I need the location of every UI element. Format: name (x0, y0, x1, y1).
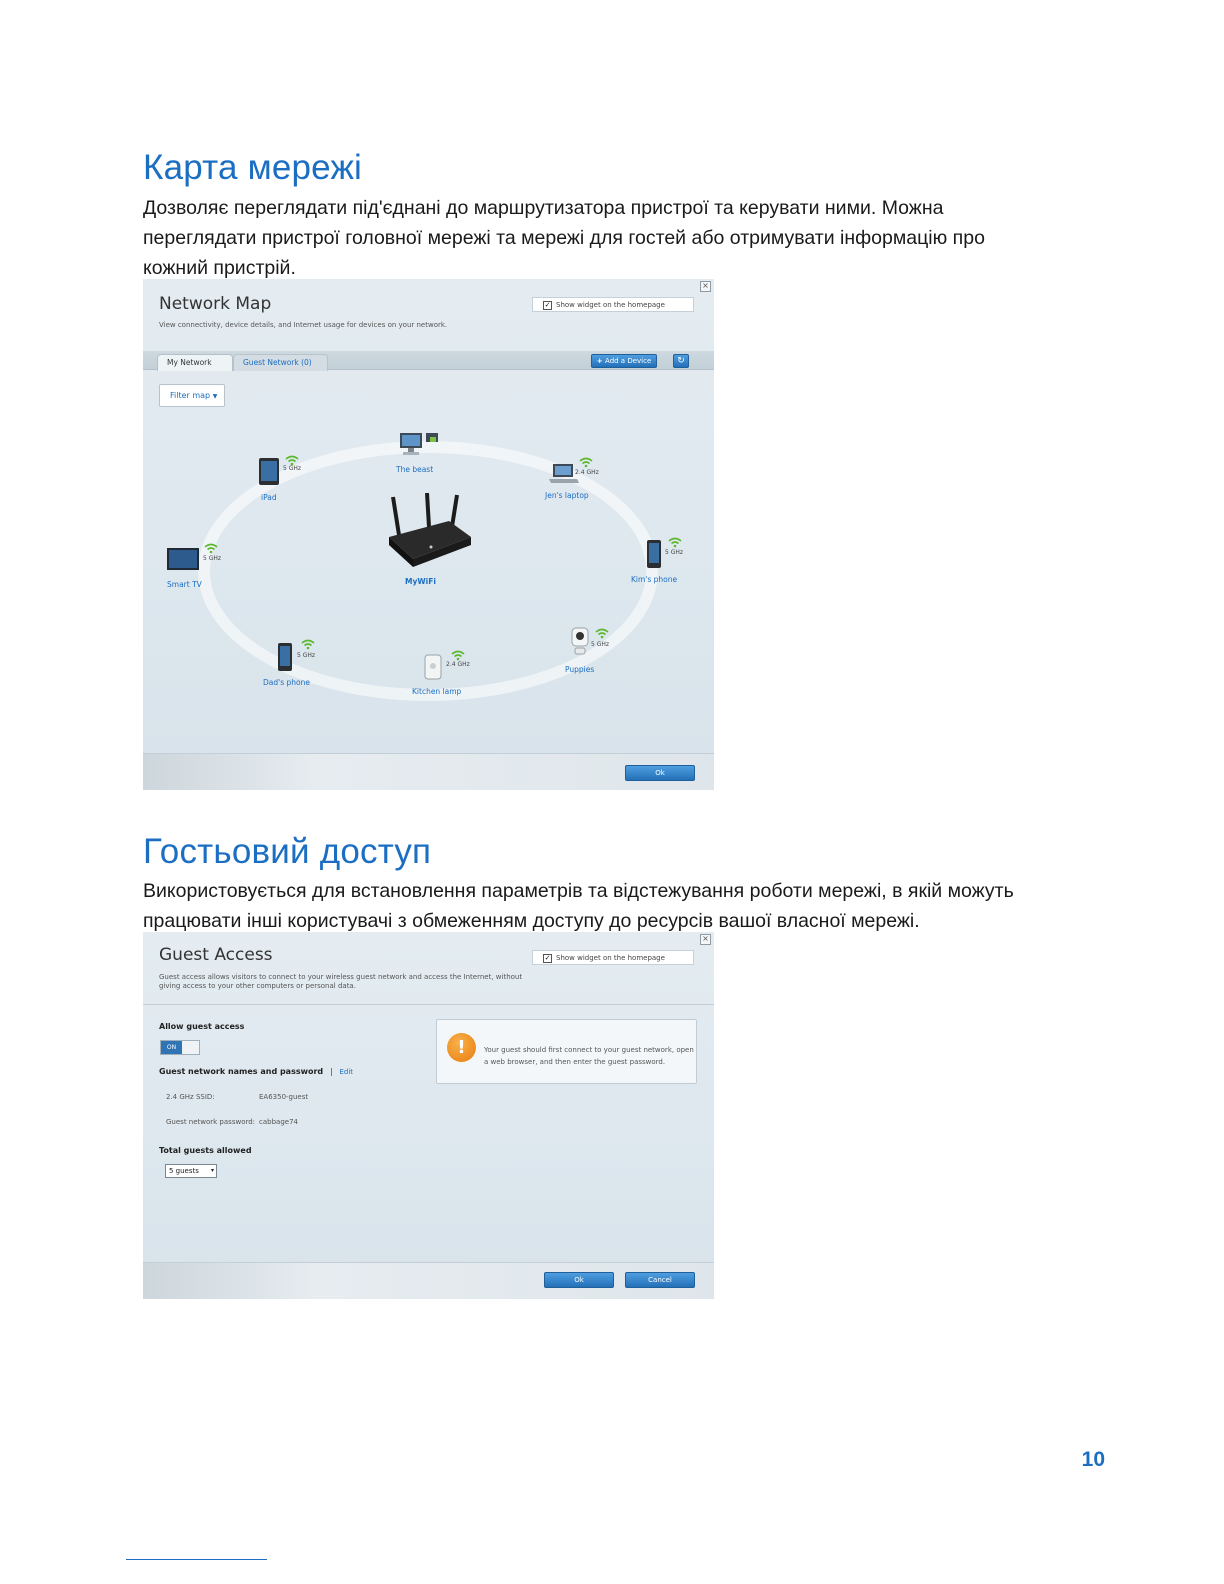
filter-label: Filter map (170, 391, 211, 400)
guest-access-toggle[interactable] (160, 1040, 200, 1055)
device-label-kims-phone[interactable]: Kim's phone (631, 575, 678, 584)
band-label: 5 GHz (665, 549, 684, 556)
description-line: Використовується для встановлення параметрів та відстежування роботи мережі, в якій можуть (143, 880, 1014, 902)
device-label-smart-tv[interactable]: Smart TV (167, 580, 202, 589)
widget-title: Guest Access (159, 945, 273, 965)
wifi-icon (451, 650, 465, 661)
section-description (143, 876, 1123, 936)
page-number: 10 (1081, 1448, 1105, 1471)
camera-icon[interactable] (569, 627, 591, 657)
subtitle-line: Guest access allows visitors to connect to your wireless guest network and access the Internet, without (159, 973, 523, 981)
guest-access-screenshot (143, 932, 714, 1299)
info-line: Your guest should first connect to your guest network, open (484, 1046, 694, 1054)
checkbox-label: Show widget on the homepage (556, 301, 665, 309)
section-description (143, 193, 1123, 283)
device-label-ipad[interactable]: iPad (261, 493, 277, 502)
band-label: 2.4 GHz (575, 469, 599, 476)
band-label: 5 GHz (297, 652, 316, 659)
device-label-puppies[interactable]: Puppies (565, 665, 595, 674)
subtitle-line: giving access to your other computers or personal data. (159, 982, 356, 990)
show-widget-checkbox[interactable] (532, 297, 694, 312)
checkbox-label: Show widget on the homepage (556, 954, 665, 962)
toggle-on-label: ON (161, 1041, 182, 1054)
ssid-label: 2.4 GHz SSID: (166, 1093, 215, 1101)
tv-icon[interactable] (166, 547, 200, 573)
ssid-value: EA6350-guest (259, 1093, 309, 1101)
wifi-icon (579, 457, 593, 468)
password-label: Guest network password: (166, 1118, 256, 1126)
total-guests-label: Total guests allowed (159, 1146, 252, 1155)
select-value: 5 guests (169, 1167, 199, 1175)
guest-network-names-label (159, 1067, 353, 1076)
phone-icon[interactable] (277, 642, 293, 672)
tab-my-network[interactable]: My Network (157, 354, 233, 371)
device-label-dads-phone[interactable]: Dad's phone (263, 678, 310, 687)
phone-icon[interactable] (646, 539, 662, 569)
widget-subtitle (159, 973, 522, 991)
band-label: 5 GHz (283, 465, 302, 472)
checkmark-icon: ✓ (544, 300, 551, 309)
router-icon[interactable] (385, 493, 473, 573)
band-label: 5 GHz (591, 641, 610, 648)
caret-down-icon: ▼ (212, 393, 218, 400)
widget-subtitle: View connectivity, device details, and Internet usage for devices on your network. (159, 321, 448, 329)
wifi-icon (668, 537, 682, 548)
close-icon[interactable]: × (700, 281, 711, 292)
device-label-jens-laptop[interactable]: Jen's laptop (545, 491, 589, 500)
wifi-icon (301, 639, 315, 650)
band-label: 5 GHz (203, 555, 222, 562)
description-line: працювати інші користувачі з обмеженням доступу до ресурсів вашої власної мережі. (143, 910, 920, 932)
router-name[interactable]: MyWiFi (405, 577, 436, 586)
divider (143, 1004, 714, 1005)
network-map-canvas (143, 371, 714, 741)
network-map-screenshot (143, 279, 714, 790)
caret-down-icon: ▾ (210, 1167, 214, 1174)
edit-link[interactable]: Edit (339, 1068, 354, 1076)
add-device-button[interactable] (591, 354, 657, 368)
info-box (436, 1019, 697, 1084)
wifi-icon (595, 628, 609, 639)
names-label-text: Guest network names and password (159, 1067, 324, 1076)
cancel-button[interactable]: Cancel (625, 1272, 695, 1288)
checkmark-icon: ✓ (544, 953, 551, 962)
widget-title: Network Map (159, 294, 272, 314)
desktop-icon[interactable] (399, 431, 441, 463)
info-text (484, 1044, 694, 1068)
refresh-icon[interactable]: ↻ (673, 354, 689, 368)
ok-button[interactable]: Ok (625, 765, 695, 781)
footnote-separator (126, 1559, 267, 1560)
separator: | (329, 1067, 333, 1076)
section-heading-guest-access: Гостьовий доступ (143, 832, 432, 871)
description-line: кожний пристрій. (143, 257, 296, 279)
device-label-kitchen-lamp[interactable]: Kitchen lamp (412, 687, 462, 696)
section-heading-network-map: Карта мережі (143, 148, 363, 187)
password-value: cabbage74 (259, 1118, 298, 1126)
plus-icon: + (596, 357, 606, 365)
tab-guest-network[interactable]: Guest Network (0) (233, 354, 328, 371)
allow-guest-access-label: Allow guest access (159, 1022, 245, 1031)
total-guests-select[interactable] (165, 1164, 217, 1178)
info-line: a web browser, and then enter the guest password. (484, 1058, 666, 1066)
device-label-the-beast[interactable]: The beast (396, 465, 434, 474)
close-icon[interactable]: × (700, 934, 711, 945)
ok-button[interactable]: Ok (544, 1272, 614, 1288)
description-line: переглядати пристрої головної мережі та мережі для гостей або отримувати інформацію про (143, 227, 985, 249)
description-line: Дозволяє переглядати під'єднані до маршрутизатора пристрої та керувати ними. Можна (143, 197, 944, 219)
band-label: 2.4 GHz (446, 661, 470, 668)
tablet-icon[interactable] (258, 457, 282, 487)
wifi-icon (204, 543, 218, 554)
smart-plug-icon[interactable] (423, 654, 443, 682)
add-device-label: Add a Device (605, 357, 652, 365)
warning-icon: ! (447, 1033, 476, 1062)
show-widget-checkbox[interactable] (532, 950, 694, 965)
